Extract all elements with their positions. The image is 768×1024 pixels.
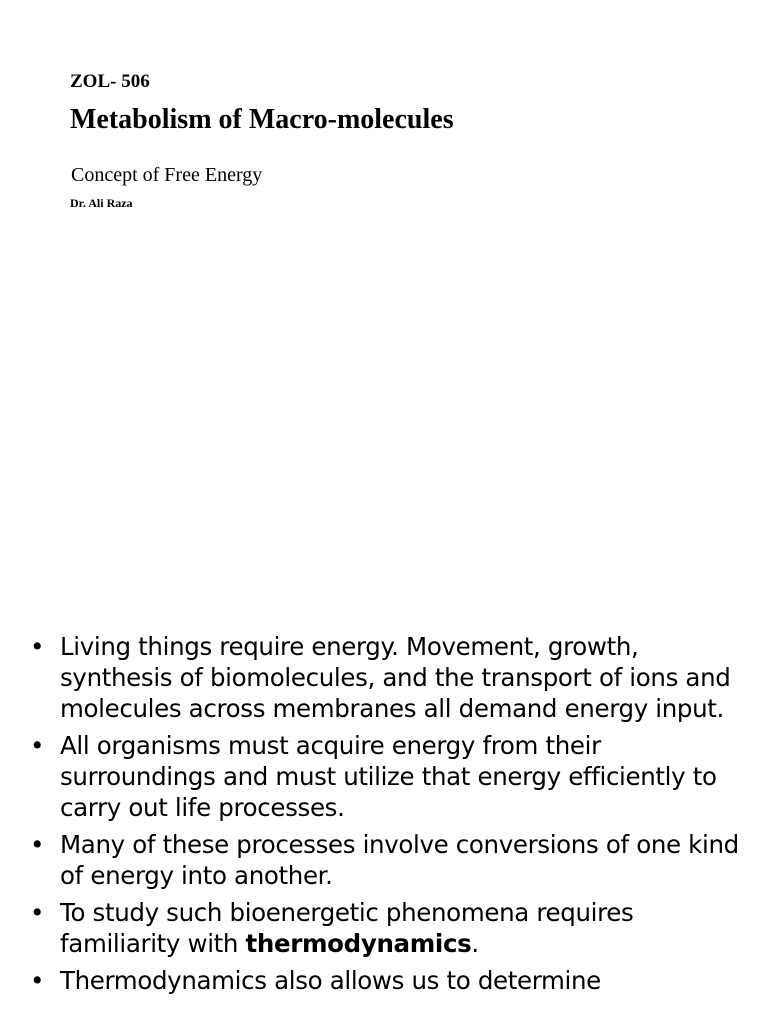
bold-term: thermodynamics xyxy=(245,929,472,958)
bullet-text: All organisms must acquire energy from their surroundings and must utilize that energy efficiently to carry out life processes. xyxy=(60,731,717,822)
bullet-icon: • xyxy=(30,830,45,859)
bullet-item-5 xyxy=(0,965,768,996)
bullet-item-2 xyxy=(0,730,768,823)
bullet-item-4 xyxy=(0,897,768,959)
course-code: ZOL- 506 xyxy=(70,71,150,92)
bullet-text: Thermodynamics also allows us to determine xyxy=(60,966,601,995)
bullet-icon: • xyxy=(30,966,45,995)
subtitle: Concept of Free Energy xyxy=(71,164,263,186)
author: Dr. Ali Raza xyxy=(70,196,133,210)
bullet-icon: • xyxy=(30,731,45,760)
bullet-text-end: . xyxy=(471,929,479,958)
bullet-text: Living things require energy. Movement, growth, synthesis of biomolecules, and the transport of ions and molecules across membranes all demand energy input. xyxy=(60,632,731,723)
bullet-item-3 xyxy=(0,829,768,891)
bullet-icon: • xyxy=(30,898,45,927)
bullet-slide xyxy=(0,576,768,1024)
bullet-item-1 xyxy=(0,631,768,724)
bullet-list xyxy=(0,631,768,1002)
bullet-text: Many of these processes involve conversions of one kind of energy into another. xyxy=(60,830,739,890)
bullet-icon: • xyxy=(30,632,45,661)
bullet-text: To study such bioenergetic phenomena requires familiarity with xyxy=(60,898,634,958)
page-title: Metabolism of Macro-molecules xyxy=(70,104,454,135)
